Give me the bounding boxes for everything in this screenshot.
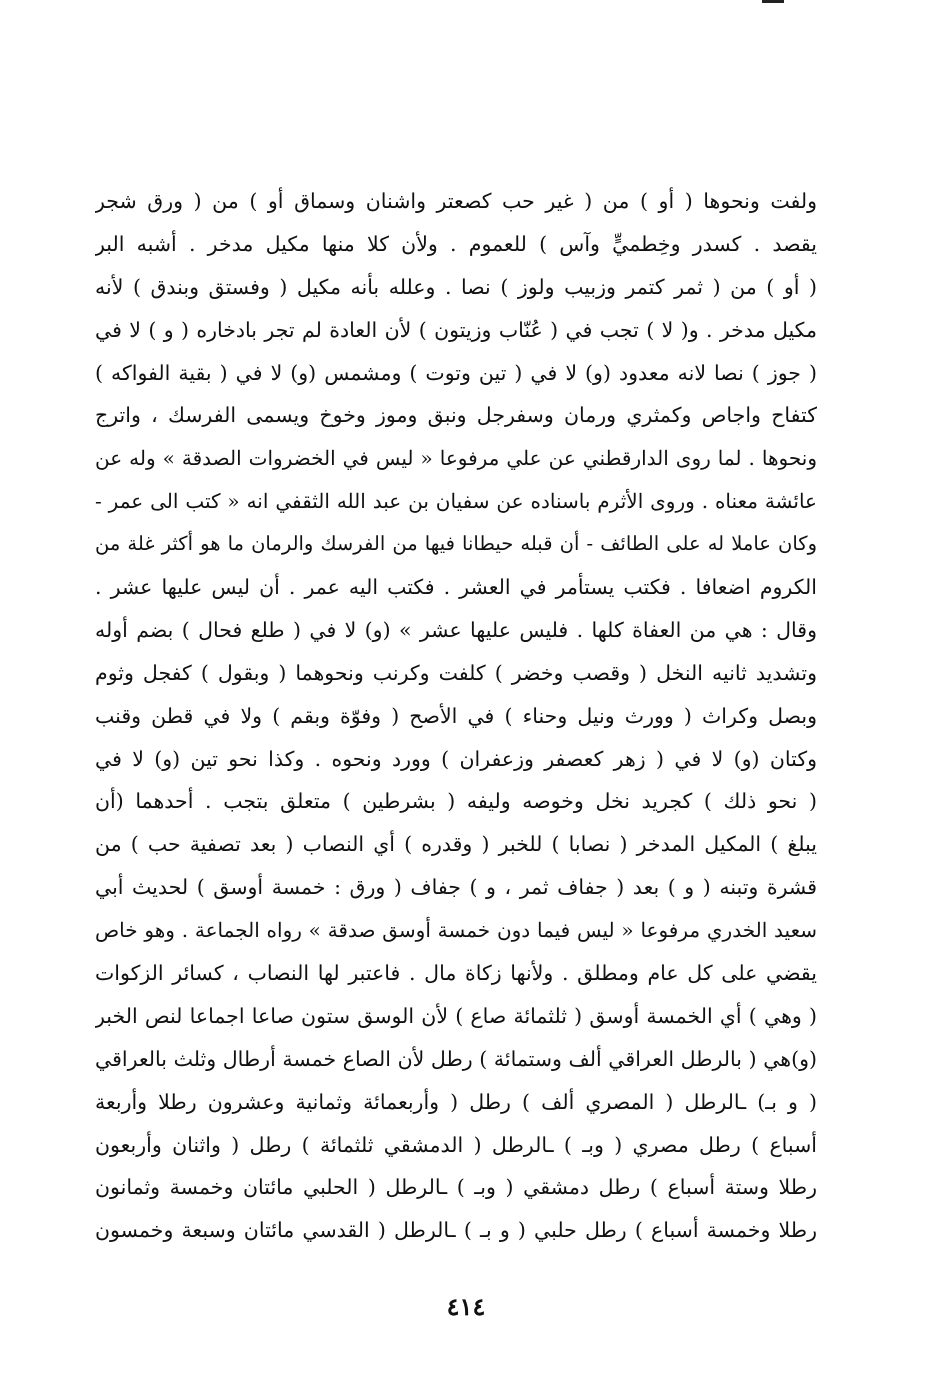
body-text xyxy=(95,180,817,1252)
text-line: سعيد الخدري مرفوعا « ليس فيما دون خمسة أوسق صدقة » رواه الجماعة . وهو خاص xyxy=(95,918,817,943)
text-line: الكروم اضعافا . فكتب يستأمر في العشر . فكتب اليه عمر . أن ليس عليها عشر . xyxy=(95,575,817,600)
page-number: ٤١٤ xyxy=(446,1292,486,1321)
text-line: وكان عاملا له على الطائف - أن قبله حيطانا فيها من الفرسك والرمان ما هو أكثر غلة من xyxy=(95,532,817,556)
text-line: ( أو ) من ( ثمر كتمر وزبيب ولوز ) نصا . وعلله بأنه مكيل ( وفستق وبندق ) لأنه xyxy=(95,274,817,299)
text-line: كتفاح واجاص وكمثري ورمان وسفرجل ونبق وموز وخوخ ويسمى الفرسك ، واترج xyxy=(95,403,817,428)
text-line: رطلا وستة أسباع ) رطل دمشقي ( وبـ ) ـالرطل ( الحلبي مائتان وخمسة وثمانون xyxy=(95,1175,817,1200)
text-line: مكيل مدخر . و( لا ) تجب في ( عُنّاب وزيتون ) لأن العادة لم تجر بادخاره ( و ) لا في xyxy=(95,317,817,342)
text-line: وبصل وكراث ( وورث ونيل وحناء ) في الأصح ( وفوّة وبقم ) ولا في قطن وقنب xyxy=(95,703,817,728)
text-line: قشرة وتبنه ( و ) بعد ( جفاف ثمر ، و ) جفاف ( ورق : خمسة أوسق ) لحديث أبي xyxy=(95,875,817,900)
text-line: ( وهي ) أي الخمسة أوسق ( ثلثمائة صاع ) لأن الوسق ستون صاعا اجماعا لنص الخبر xyxy=(95,1003,817,1028)
text-line: ( جوز ) نصا لانه معدود (و) لا في ( تين وتوت ) ومشمس (و) لا في ( بقية الفواكه ) xyxy=(95,360,817,385)
text-line: (و)هي ( بالرطل العراقي ألف وستمائة ) رطل لأن الصاع خمسة أرطال وثلث بالعراقي xyxy=(95,1046,817,1071)
top-edge-mark xyxy=(762,0,784,3)
text-line: عائشة معناه . وروى الأثرم باسناده عن سفيان بن عبد الله الثقفي انه « كتب الى عمر - xyxy=(95,489,817,514)
text-line: ( و بـ) ـالرطل ( المصري ألف ) رطل ( وأربعمائة وثمانية وعشرون رطلا وأربعة xyxy=(95,1089,817,1114)
text-line: وتشديد ثانيه النخل ( وقصب وخضر ) كلفت وكرنب ونحوهما ( وبقول ) كفجل وثوم xyxy=(95,660,817,685)
text-line: ( نحو ذلك ) كجريد نخل وخوصه وليفه ( بشرطين ) متعلق بتجب . أحدهما (أن xyxy=(95,789,817,814)
text-line: رطلا وخمسة أسباع ) رطل حلبي ( و بـ ) ـالرطل ( القدسي مائتان وسبعة وخمسون xyxy=(95,1218,817,1243)
text-line: ولفت ونحوها ( أو ) من ( غير حب كصعتر واشنان وسماق أو ) من ( ورق شجر xyxy=(95,189,817,213)
text-line: يقضي على كل عام ومطلق . ولأنها زكاة مال . فاعتبر لها النصاب ، كسائر الزكوات xyxy=(95,961,817,986)
text-line: يبلغ ) المكيل المدخر ( نصابا ) للخبر ( وقدره ) أي النصاب ( بعد تصفية حب ) من xyxy=(95,832,817,857)
text-line: وقال : هي من العفاة كلها . فليس عليها عشر » (و) لا في ( طلع فحال ) بضم أوله xyxy=(95,617,817,642)
text-line: ونحوها . لما روى الدارقطني عن علي مرفوعا « ليس في الخضروات الصدقة » وله عن xyxy=(95,446,817,471)
text-line: يقصد . كسدر وخِطميٍّ وآس ) للعموم . ولأن كلا منها مكيل مدخر . أشبه البر xyxy=(95,231,817,256)
text-line: وكتان (و) لا في ( زهر كعصفر وزعفران ) وورد ونحوه . وكذا نحو تين (و) لا في xyxy=(95,746,817,771)
text-line: أسباع ) رطل مصري ( وبـ ) ـالرطل ( الدمشقي ثلثمائة ) رطل ( واثنان وأربعون xyxy=(95,1132,817,1157)
